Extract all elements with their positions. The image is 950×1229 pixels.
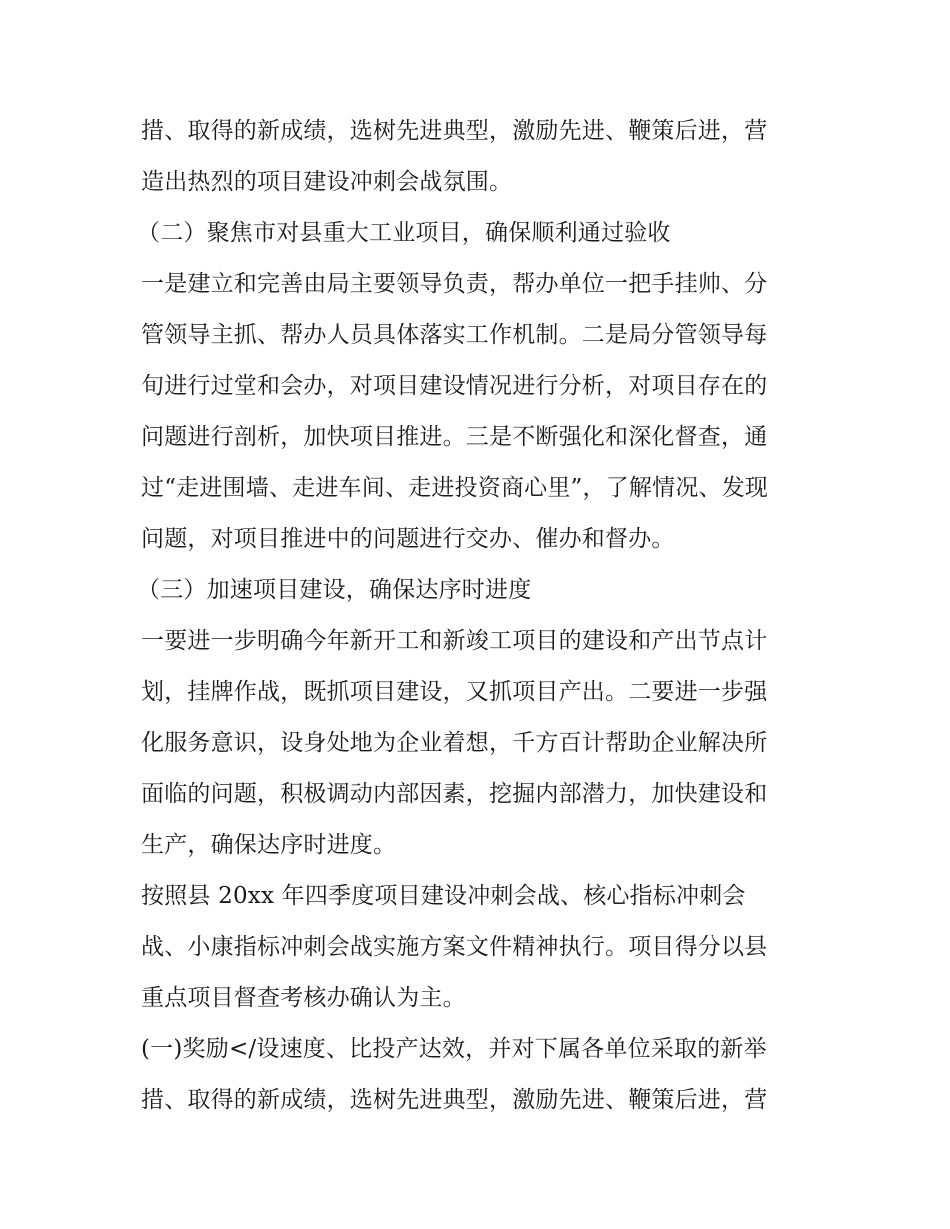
section-heading-2: （二）聚焦市对县重大工业项目，确保顺利通过验收 xyxy=(137,220,671,246)
paragraph-line: 造出热烈的项目建设冲刺会战氛围。 xyxy=(141,169,513,195)
paragraph-line: 措、取得的新成绩，选树先进典型，激励先进、鞭策后进，营 xyxy=(141,1087,768,1113)
paragraph-line: 问题进行剖析，加快项目推进。三是不断强化和深化督查，通 xyxy=(141,424,768,450)
paragraph-line: 措、取得的新成绩，选树先进典型，激励先进、鞭策后进，营 xyxy=(141,118,768,144)
paragraph-line: 一要进一步明确今年新开工和新竣工项目的建设和产出节点计 xyxy=(141,628,768,654)
paragraph-line: 一是建立和完善由局主要领导负责，帮办单位一把手挂帅、分 xyxy=(141,271,768,297)
paragraph-line: 旬进行过堂和会办，对项目建设情况进行分析，对项目存在的 xyxy=(141,373,768,399)
paragraph-line: 问题，对项目推进中的问题进行交办、催办和督办。 xyxy=(141,526,675,552)
document-body xyxy=(137,106,821,1126)
paragraph-line: 面临的问题，积极调动内部因素，挖掘内部潜力，加快建设和 xyxy=(141,781,768,807)
paragraph-line: 战、小康指标冲刺会战实施方案文件精神执行。项目得分以县 xyxy=(141,934,768,960)
paragraph-line: 划，挂牌作战，既抓项目建设，又抓项目产出。二要进一步强 xyxy=(141,679,768,705)
paragraph-line: 过“走进围墙、走进车间、走进投资商心里”，了解情况、发现 xyxy=(141,475,769,501)
section-heading-3: （三）加速项目建设，确保达序时进度 xyxy=(137,577,532,603)
paragraph-line: 重点项目督查考核办确认为主。 xyxy=(141,985,466,1011)
paragraph-line: 生产，确保达序时进度。 xyxy=(141,832,397,858)
paragraph-line: 管领导主抓、帮办人员具体落实工作机制。二是局分管领导每 xyxy=(141,322,768,348)
paragraph-line: 按照县 20xx 年四季度项目建设冲刺会战、核心指标冲刺会 xyxy=(141,883,746,909)
paragraph-line: 化服务意识，设身处地为企业着想，千方百计帮助企业解决所 xyxy=(141,730,768,756)
paragraph-line: (一)奖励</设速度、比投产达效，并对下属各单位采取的新举 xyxy=(141,1036,767,1062)
